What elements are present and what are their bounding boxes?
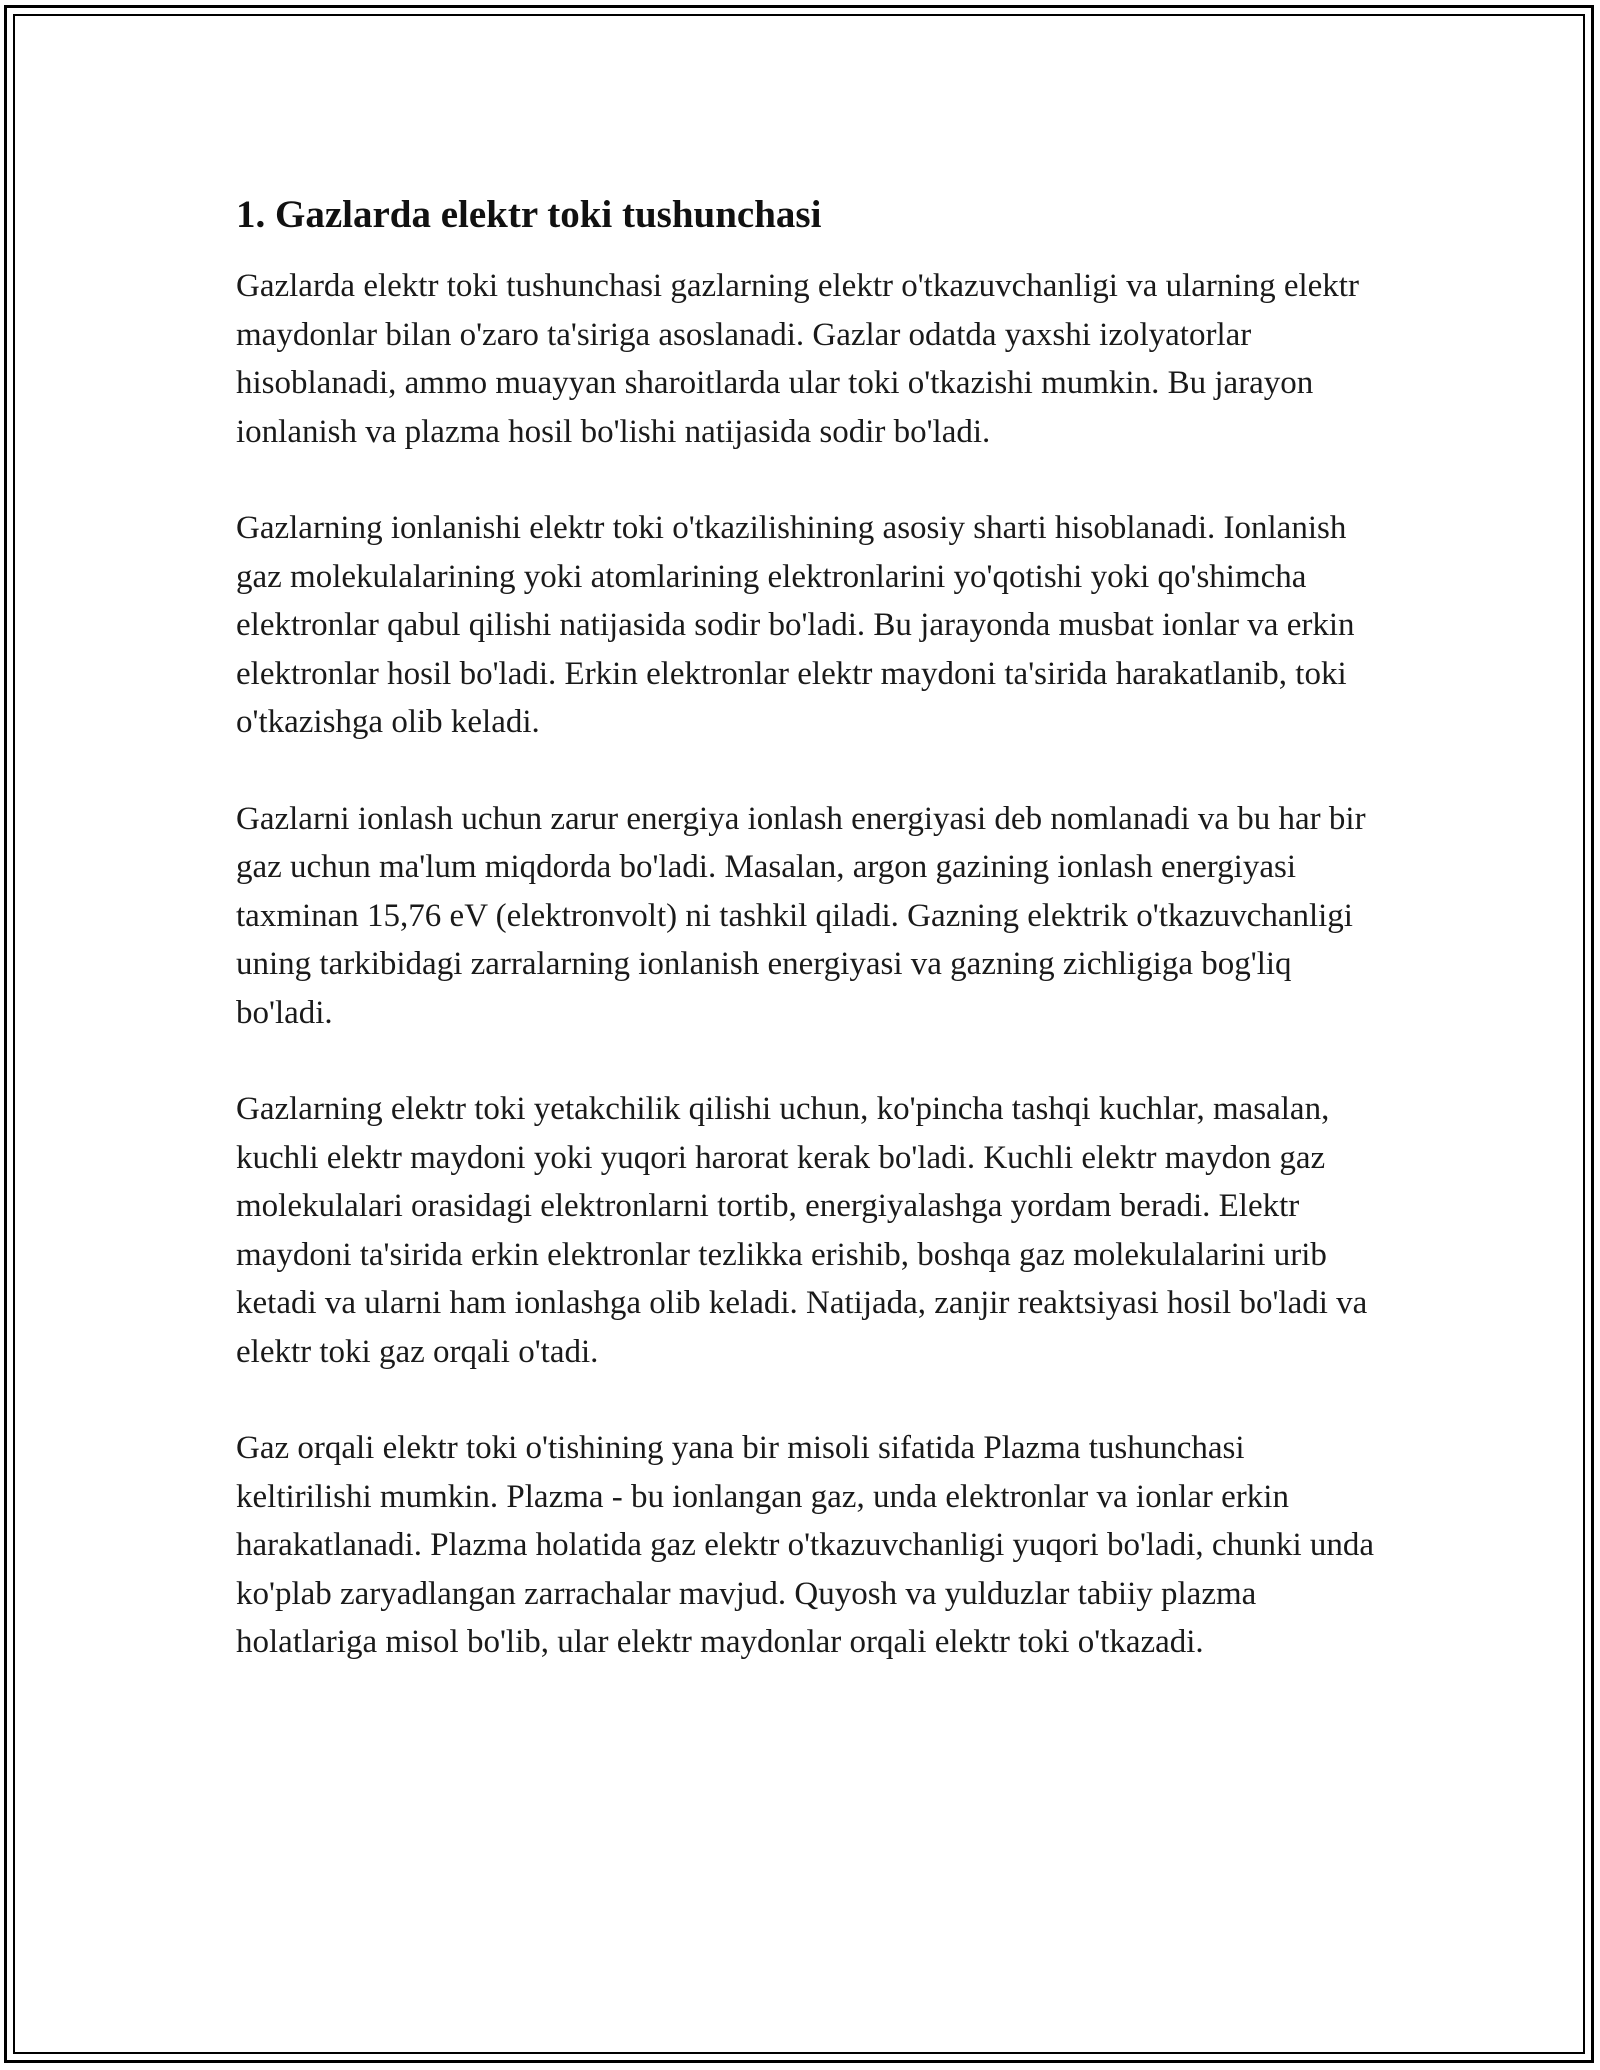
section-heading: 1. Gazlarda elektr toki tushunchasi	[236, 193, 822, 236]
paragraph-4: Gazlarning elektr toki yetakchilik qilishi uchun, ko'pincha tashqi kuchlar, masalan, kuchli elektr maydoni yoki yuqori harorat kerak bo'ladi. Kuchli elektr maydon gaz molekulalari orasidagi elektronlarni tortib, energiyalashga yordam beradi. Elektr maydoni ta'sirida erkin elektronlar tezlikka erishib, boshqa gaz molekulalarini urib ketadi va ularni ham ionlashga olib keladi. Natijada, zanjir reaktsiyasi hosil bo'ladi va elektr toki gaz orqali o'tadi.	[236, 1091, 1368, 1370]
paragraph-5: Gaz orqali elektr toki o'tishining yana bir misoli sifatida Plazma tushunchasi keltirilishi mumkin. Plazma - bu ionlangan gaz, unda elektronlar va ionlar erkin harakatlanadi. Plazma holatida gaz elektr o'tkazuvchanligi yuqori bo'ladi, chunki unda ko'plab zaryadlangan zarrachalar mavjud. Quyosh va yulduzlar tabiiy plazma holatlariga misol bo'lib, ular elektr maydonlar orqali elektr toki o'tkazadi.	[236, 1430, 1375, 1660]
paragraph-1: Gazlarda elektr toki tushunchasi gazlarning elektr o'tkazuvchanligi va ularning elektr maydonlar bilan o'zaro ta'siriga asoslanadi. Gazlar odatda yaxshi izolyatorlar hisoblanadi, ammo muayyan sharoitlarda ular toki o'tkazishi mumkin. Bu jarayon ionlanish va plazma hosil bo'lishi natijasida sodir bo'ladi.	[236, 268, 1359, 450]
paragraph-3: Gazlarni ionlash uchun zarur energiya ionlash energiyasi deb nomlanadi va bu har bir gaz uchun ma'lum miqdorda bo'ladi. Masalan, argon gazining ionlash energiyasi taxminan 15,76 eV (elektronvolt) ni tashkil qiladi. Gazning elektrik o'tkazuvchanligi uning tarkibidagi zarralarning ionlanish energiyasi va gazning zichligiga bog'liq bo'ladi.	[236, 800, 1366, 1031]
paragraph-2: Gazlarning ionlanishi elektr toki o'tkazilishining asosiy sharti hisoblanadi. Ionlanish gaz molekulalarining yoki atomlarining elektronlarini yo'qotishi yoki qo'shimcha elektronlar qabul qilishi natijasida sodir bo'ladi. Bu jarayonda musbat ionlar va erkin elektronlar hosil bo'ladi. Erkin elektronlar elektr maydoni ta'sirida harakatlanib, toki o'tkazishga olib keladi.	[236, 510, 1355, 740]
document-body	[236, 188, 1376, 1667]
